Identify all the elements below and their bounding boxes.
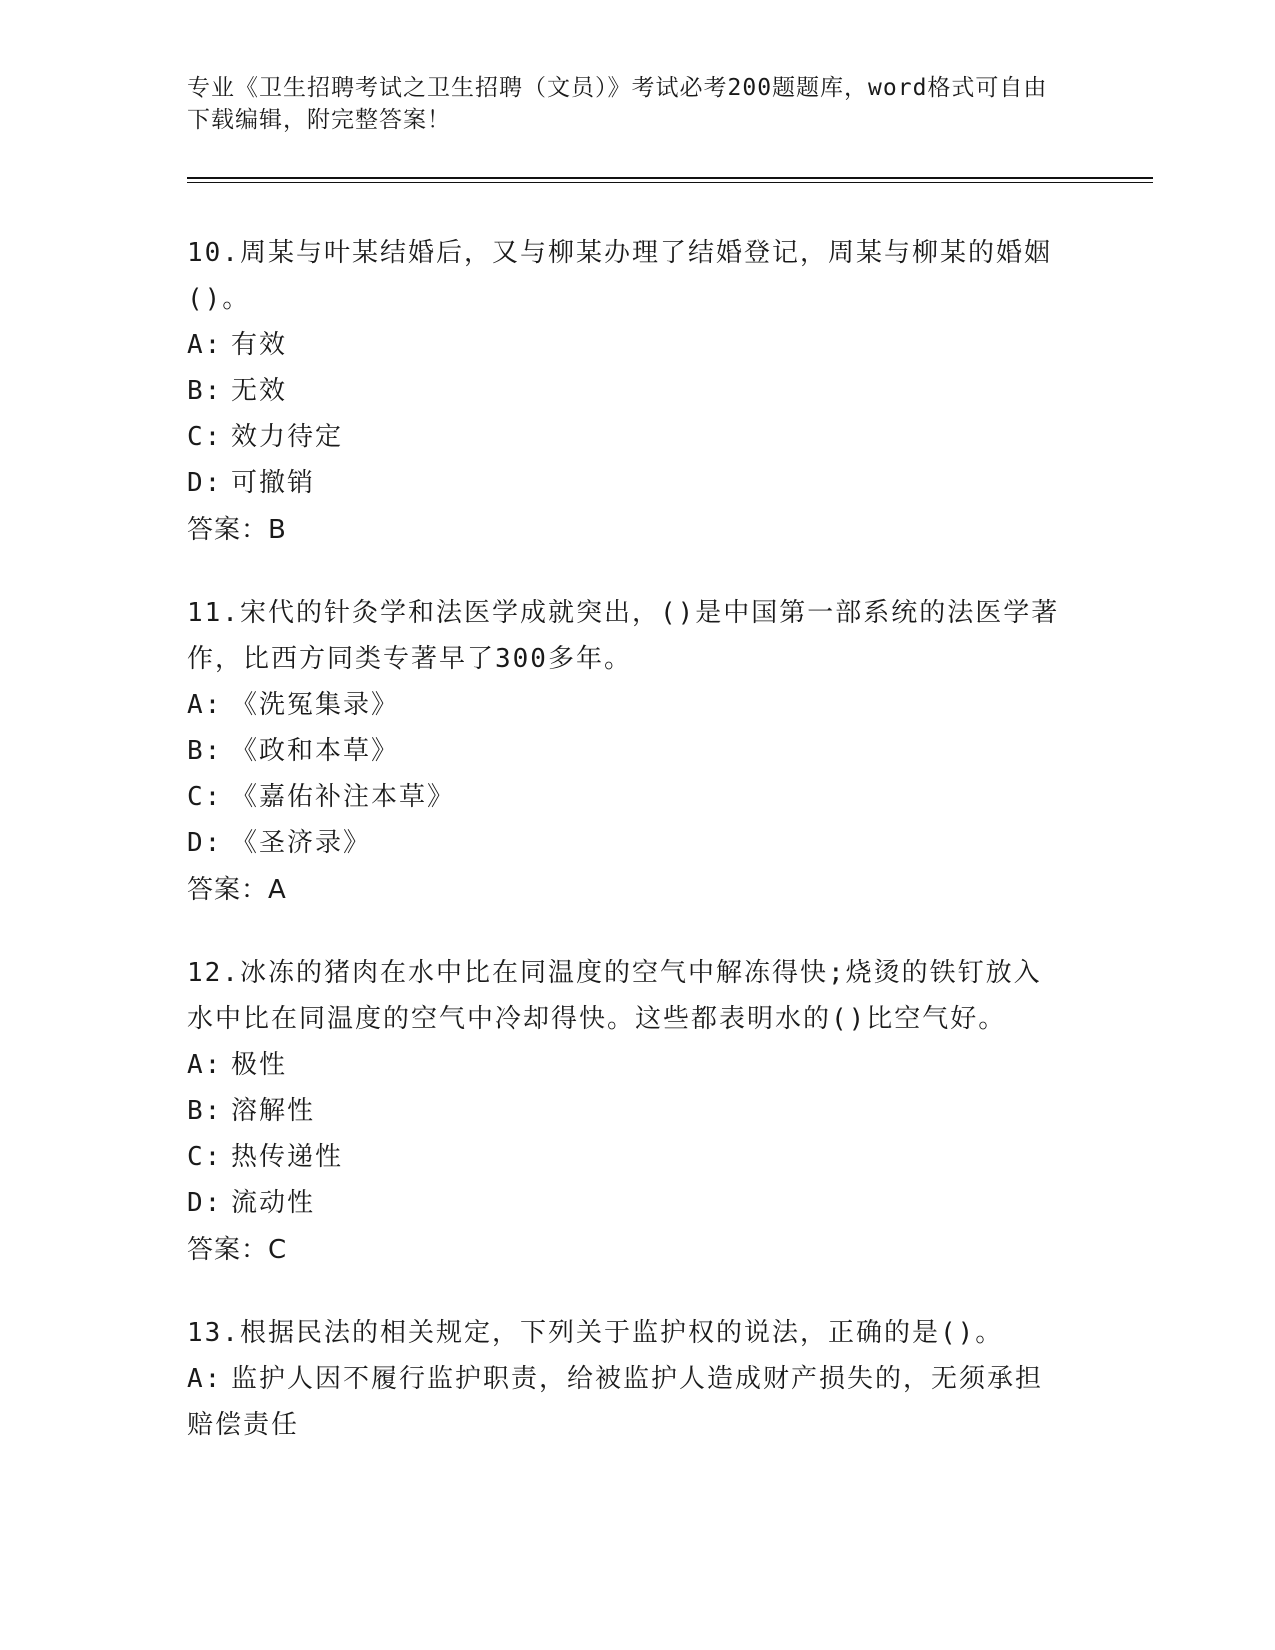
option-key: C: [187,1142,223,1172]
option-d [187,1180,1067,1226]
answer-line: 答案：C [187,1235,288,1265]
option-c [187,774,1067,820]
option-text: 《洗冤集录》 [231,690,400,720]
option-c [187,1134,1067,1180]
option-text: 《嘉佑补注本草》 [231,782,456,812]
question-stem: 12.冰冻的猪肉在水中比在同温度的空气中解冻得快;烧烫的铁钉放入水中比在同温度的空气中冷却得快。这些都表明水的()比空气好。 [187,958,1042,1034]
option-key: A: [187,690,223,720]
option-key: D: [187,1188,223,1218]
option-key: C: [187,422,223,452]
option-text: 极性 [231,1050,288,1080]
option-text: 有效 [231,330,288,360]
question-13 [187,1310,1067,1448]
option-text: 无效 [231,376,288,406]
option-key: B: [187,376,223,406]
question-stem: 13.根据民法的相关规定，下列关于监护权的说法，正确的是()。 [187,1318,1004,1348]
option-a [187,322,1067,368]
option-a [187,682,1067,728]
option-key: D: [187,468,223,498]
option-key: D: [187,828,223,858]
option-key: B: [187,736,223,766]
answer-line: 答案：B [187,515,287,545]
option-key: A: [187,1364,223,1394]
option-d [187,820,1067,866]
option-text: 热传递性 [231,1142,344,1172]
option-text: 溶解性 [231,1096,316,1126]
option-text: 《圣济录》 [231,828,372,858]
question-11 [187,590,1067,914]
question-stem: 11.宋代的针灸学和法医学成就突出，()是中国第一部系统的法医学著作，比西方同类专著早了300多年。 [187,598,1060,674]
option-b [187,1088,1067,1134]
option-key: B: [187,1096,223,1126]
answer-line: 答案：A [187,875,287,905]
question-10 [187,230,1067,554]
document-header: 专业《卫生招聘考试之卫生招聘（文员）》考试必考200题题库，word格式可自由下载编辑，附完整答案！ [187,75,1048,133]
question-stem: 10.周某与叶某结婚后，又与柳某办理了结婚登记，周某与柳某的婚姻()。 [187,238,1052,314]
option-key: C: [187,782,223,812]
header-divider-thin [187,182,1153,183]
option-a [187,1356,1067,1448]
option-text: 《政和本草》 [231,736,400,766]
option-text: 监护人因不履行监护职责，给被监护人造成财产损失的，无须承担赔偿责任 [187,1364,1044,1440]
option-b [187,728,1067,774]
option-c [187,414,1067,460]
option-d [187,460,1067,506]
option-text: 可撤销 [231,468,316,498]
header-divider [187,177,1153,179]
option-text: 效力待定 [231,422,344,452]
option-a [187,1042,1067,1088]
option-text: 流动性 [231,1188,316,1218]
option-b [187,368,1067,414]
option-key: A: [187,330,223,360]
question-12 [187,950,1067,1274]
option-key: A: [187,1050,223,1080]
